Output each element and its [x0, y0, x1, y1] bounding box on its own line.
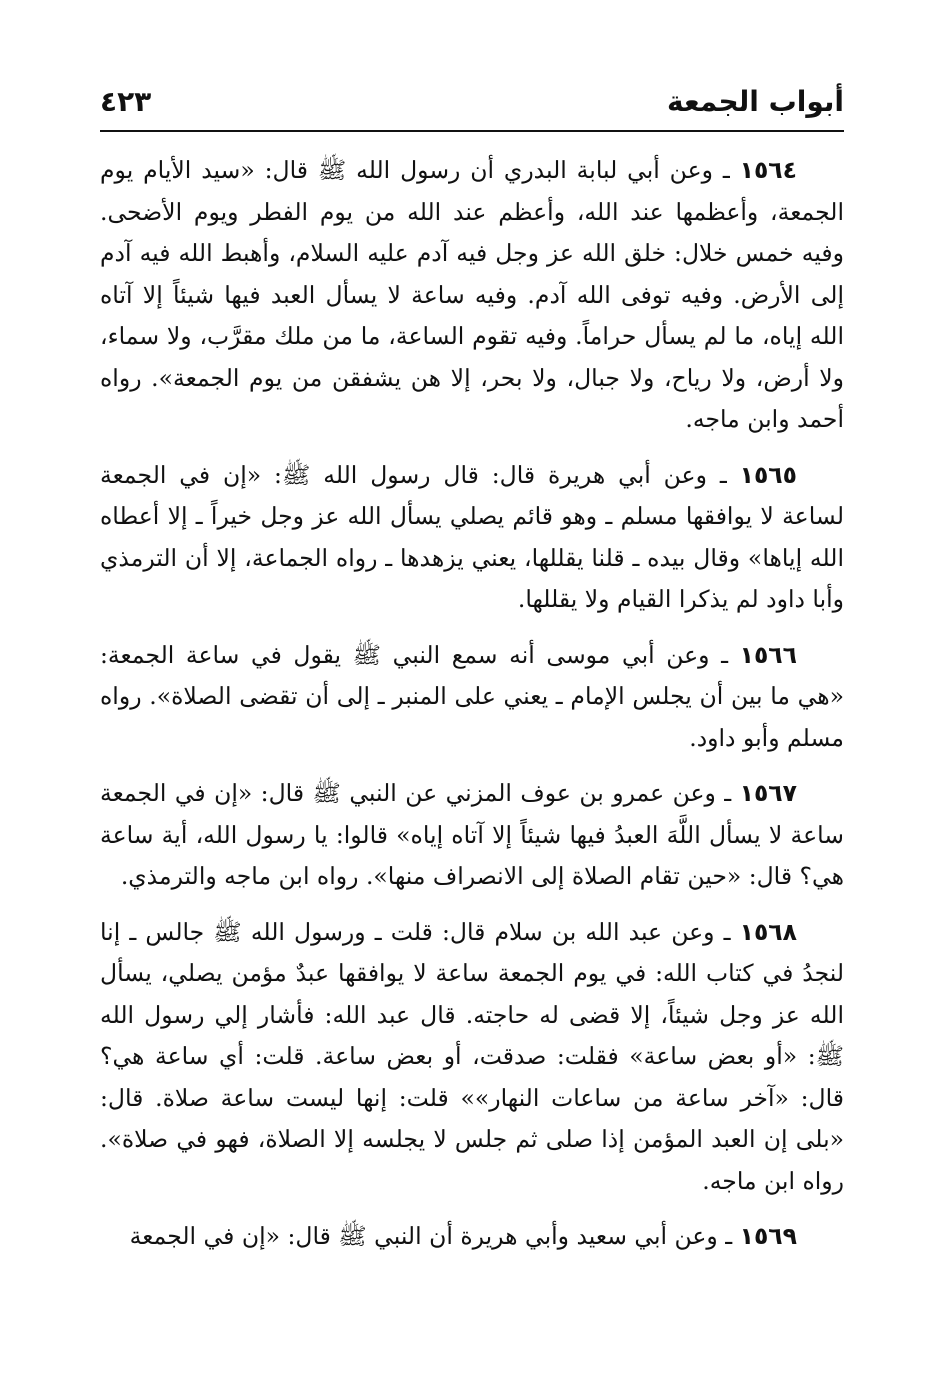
hadith-text: ـ وعن أبي لبابة البدري أن رسول الله ﷺ قال: «سيد الأيام يوم الجمعة، وأعظمها عند الله، وأعظم عند الله من يوم الفطر ويوم الأضحى. وفيه خمس خلال: خلق الله عز وجل فيه آدم عليه السلام، وأهبط الله فيه آدم إلى الأرض. وفيه توفى الله آدم. وفيه ساعة لا يسأل العبد فيها شيئاً إلا آتاه الله إياه، ما لم يسأل حراماً. وفيه تقوم الساعة، ما من ملك مقرَّب، ولا سماء، ولا أرض، ولا رياح، ولا جبال، ولا بحر، إلا هن يشفقن من يوم الجمعة». رواه أحمد وابن ماجه.	[100, 156, 844, 433]
running-title: أبواب الجمعة	[667, 85, 844, 118]
hadith-paragraph	[100, 455, 844, 621]
hadith-paragraph	[100, 1216, 844, 1258]
hadith-paragraph	[100, 912, 844, 1203]
hadith-text: ـ وعن أبي سعيد وأبي هريرة أن النبي ﷺ قال: «إن في الجمعة	[129, 1222, 733, 1250]
hadith-text: ـ وعن عبد الله بن سلام قال: قلت ـ ورسول الله ﷺ جالس ـ إنا لنجدُ في كتاب الله: في يوم الجمعة ساعة لا يوافقها عبدٌ مؤمن يصلي، يسأل الله عز وجل شيئاً، إلا قضى له حاجته. قال عبد الله: فأشار إلي رسول الله ﷺ: «أو بعض ساعة» فقلت: صدقت، أو بعض ساعة. قلت: أي ساعة هي؟ قال: «آخر ساعة من ساعات النهار»» قلت: إنها ليست ساعة صلاة. قال: «بلى إن العبد المؤمن إذا صلى ثم جلس لا يجلسه إلا الصلاة، فهو في صلاة». رواه ابن ماجه.	[100, 917, 844, 1195]
hadith-paragraph	[100, 773, 844, 898]
page-number: ٤٢٣	[100, 85, 152, 118]
hadith-number: ١٥٦٦	[739, 640, 797, 669]
hadith-text: ـ وعن أبي موسى أنه سمع النبي ﷺ يقول في ساعة الجمعة: «هي ما بين أن يجلس الإمام ـ يعني على المنبر ـ إلى أن تقضى الصلاة». رواه مسلم وأبو داود.	[100, 640, 844, 752]
hadith-number: ١٥٦٩	[739, 1222, 797, 1250]
page-body	[100, 150, 844, 1258]
hadith-number: ١٥٦٧	[739, 779, 797, 807]
hadith-text: ـ وعن عمرو بن عوف المزني عن النبي ﷺ قال: «إن في الجمعة ساعة لا يسأل اللَّهَ العبدُ فيها شيئاً إلا آتاه إياه» قالوا: يا رسول الله، أية ساعة هي؟ قال: «حين تقام الصلاة إلى الانصراف منها». رواه ابن ماجه والترمذي.	[100, 779, 844, 890]
book-page	[100, 78, 844, 1368]
hadith-number: ١٥٦٤	[739, 156, 797, 184]
hadith-paragraph	[100, 635, 844, 760]
hadith-text: ـ وعن أبي هريرة قال: قال رسول الله ﷺ: «إن في الجمعة لساعة لا يوافقها مسلم ـ وهو قائم يصلي يسأل الله عز وجل خيراً ـ إلا أعطاه الله إياها» وقال بيده ـ قلنا يقللها، يعني يزهدها ـ رواه الجماعة، إلا أن الترمذي وأبا داود لم يذكرا القيام ولا يقللها.	[100, 460, 844, 613]
hadith-number: ١٥٦٨	[739, 917, 797, 946]
page-header	[100, 78, 844, 132]
hadith-paragraph	[100, 150, 844, 441]
hadith-number: ١٥٦٥	[739, 460, 797, 489]
